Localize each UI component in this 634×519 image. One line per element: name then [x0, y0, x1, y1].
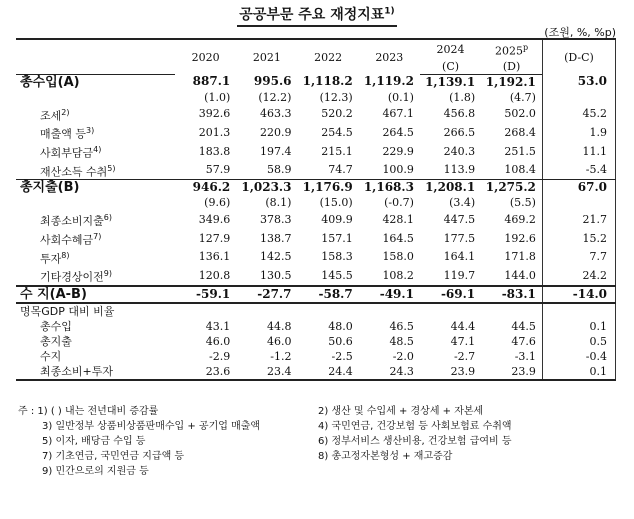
cell: -83.1	[481, 286, 542, 303]
cell: (12.2)	[258, 90, 292, 104]
cell: (5.5)	[509, 196, 536, 210]
row-gdp-ratio-header	[16, 303, 616, 319]
blank-label	[16, 195, 175, 210]
cell: 1,023.3	[241, 180, 292, 195]
row-tax	[16, 105, 616, 124]
cell: 158.3	[321, 250, 353, 264]
diff-cell: -5.4	[542, 161, 615, 180]
label-balance: 수 지(A-B)	[16, 286, 175, 303]
cell: 215.1	[321, 144, 353, 158]
cell: 1,119.2	[363, 74, 414, 89]
label-social-contrib	[16, 142, 175, 161]
footnote	[18, 404, 308, 419]
cell: -2.7	[453, 349, 476, 363]
blank-label	[16, 90, 175, 105]
header-year-2025-text: 2025	[494, 44, 523, 58]
diff-cell	[542, 90, 615, 105]
header-year-2025-sup: p	[522, 43, 529, 52]
label-social-contrib-text: 사회부담금	[40, 146, 94, 160]
cell: (1.8)	[449, 90, 476, 104]
cell: 467.1	[382, 107, 414, 121]
cell: (8.1)	[265, 196, 292, 210]
footnote: 6) 정부서비스 생산비용, 건강보험 급여비 등	[318, 436, 512, 447]
cell: 392.6	[198, 107, 231, 121]
cell: (1.0)	[204, 90, 231, 104]
row-gdp-balance	[16, 349, 616, 364]
label-investment-text: 투자	[40, 252, 62, 266]
row-investment	[16, 248, 616, 267]
diff-cell: 11.1	[542, 142, 615, 161]
cell: 24.4	[297, 364, 358, 380]
cell: 23.4	[236, 364, 297, 380]
label-gdp-expenditure: 총지출	[40, 334, 72, 348]
cell: 266.5	[443, 126, 476, 140]
label-expenditure: 총지출(B)	[20, 180, 80, 196]
cell: 428.1	[382, 213, 414, 227]
cell: 183.8	[198, 144, 231, 158]
footnote-mark: 8)	[61, 250, 70, 260]
header-sub-d: (D)	[481, 59, 542, 75]
cell: 142.5	[259, 250, 292, 264]
diff-cell: 15.2	[542, 229, 615, 248]
label-sales	[16, 123, 175, 142]
cell: 23.9	[481, 364, 542, 380]
footnote-mark: 6)	[103, 213, 112, 223]
footnote-mark: 3)	[86, 126, 95, 136]
diff-cell: 24.2	[542, 266, 615, 286]
cell: 1,192.1	[485, 74, 536, 89]
footnote-prefix: 주 :	[18, 406, 35, 417]
cell: 46.5	[389, 319, 414, 333]
row-expenditure-growth	[16, 195, 616, 210]
header-year-2022: 2022	[297, 39, 358, 74]
cell: 46.0	[205, 334, 231, 348]
label-other-transfers-text: 기타경상이전	[40, 270, 104, 284]
cell: 1,139.1	[425, 74, 476, 89]
cell: 1,176.9	[302, 180, 353, 195]
header-blank	[16, 39, 175, 59]
cell: 57.9	[175, 161, 236, 180]
row-property-income	[16, 161, 616, 180]
label-revenue: 총수입(A)	[20, 74, 80, 90]
cell: 164.1	[443, 250, 476, 264]
label-property-income	[16, 161, 175, 180]
cell: 192.6	[504, 231, 536, 245]
row-other-transfers	[16, 266, 616, 286]
cell: 520.2	[321, 107, 353, 121]
cell: 24.3	[359, 364, 420, 380]
row-final-consumption	[16, 210, 616, 229]
diff-cell: 1.9	[542, 123, 615, 142]
footnote-mark: 9)	[103, 269, 112, 279]
cell: 58.9	[236, 161, 297, 180]
cell: 130.5	[259, 269, 292, 283]
cell	[175, 303, 236, 319]
header-year-2023: 2023	[359, 39, 420, 74]
cell: (9.6)	[204, 196, 231, 210]
fiscal-table-container	[16, 38, 616, 381]
diff-cell: 0.5	[542, 334, 615, 349]
cell: 74.7	[297, 161, 358, 180]
row-expenditure	[16, 180, 616, 196]
cell: 995.6	[253, 74, 292, 89]
header-year-2021: 2021	[236, 39, 297, 74]
cell: -2.0	[392, 349, 414, 363]
cell: 378.3	[259, 213, 292, 227]
row-gdp-revenue	[16, 319, 616, 334]
diff-cell: 0.1	[542, 319, 615, 334]
label-final-consumption	[16, 210, 175, 229]
label-gdp-balance: 수지	[40, 349, 62, 363]
cell: 1,275.2	[485, 180, 536, 195]
label-property-income-text: 재산소득 수취	[40, 165, 108, 179]
cell: 136.1	[198, 250, 231, 264]
cell: 50.6	[328, 334, 353, 348]
footnote: 3) 일반정부 상품비상품판매수입 + 공기업 매출액	[42, 421, 261, 432]
cell: 240.3	[443, 144, 476, 158]
cell	[236, 303, 297, 319]
label-final-consumption-text: 최종소비지출	[40, 214, 104, 228]
footnote-mark: 7)	[93, 231, 102, 241]
cell: -58.7	[297, 286, 358, 303]
footnote-text: 1) ( ) 내는 전년대비 증감률	[37, 406, 159, 417]
cell: 1,208.1	[425, 180, 476, 195]
footnote: 8) 총고정자본형성 + 재고증감	[318, 451, 453, 462]
cell: (15.0)	[319, 196, 353, 210]
header-year-2020: 2020	[175, 39, 236, 74]
row-gdp-expenditure	[16, 334, 616, 349]
cell: 268.4	[504, 126, 536, 140]
cell: 220.9	[259, 126, 292, 140]
footnote: 4) 국민연금, 건강보험 등 사회보험료 수취액	[318, 421, 512, 432]
cell: 157.1	[321, 231, 353, 245]
cell: -69.1	[420, 286, 481, 303]
cell: 456.8	[443, 107, 476, 121]
cell: 48.0	[328, 319, 353, 333]
diff-cell: 67.0	[542, 180, 615, 196]
label-gdp-revenue: 총수입	[40, 319, 72, 333]
title-footnote-mark: 1)	[384, 6, 395, 17]
header-year-2024: 2024	[420, 39, 481, 59]
label-tax-text: 조세	[40, 109, 62, 123]
cell	[481, 303, 542, 319]
footnote-mark: 4)	[93, 144, 102, 154]
cell: (12.3)	[319, 90, 353, 104]
cell	[420, 303, 481, 319]
row-gdp-consumption-investment	[16, 364, 616, 380]
cell: 47.6	[511, 334, 536, 348]
cell: 47.1	[450, 334, 476, 348]
footnote: 7) 기초연금, 국민연금 지급액 등	[42, 451, 185, 462]
cell: 144.0	[504, 269, 536, 283]
cell: 164.5	[382, 231, 414, 245]
row-revenue-growth	[16, 90, 616, 105]
footnote: 9) 민간으로의 지원금 등	[42, 466, 149, 477]
cell: 197.4	[259, 144, 292, 158]
cell: 44.5	[511, 319, 536, 333]
cell: 409.9	[321, 213, 353, 227]
cell: 108.2	[382, 269, 414, 283]
cell: 887.1	[192, 74, 231, 89]
cell: 108.4	[481, 161, 542, 180]
cell: 44.8	[266, 319, 292, 333]
label-gdp-consumption-investment: 최종소비+투자	[16, 364, 175, 380]
cell: 349.6	[198, 213, 231, 227]
cell: -3.1	[514, 349, 536, 363]
cell	[297, 303, 358, 319]
label-tax	[16, 105, 175, 124]
cell: 46.0	[266, 334, 292, 348]
label-social-benefits-text: 사회수혜금	[40, 233, 94, 247]
header-year-2025	[481, 39, 542, 59]
cell: 23.9	[420, 364, 481, 380]
cell: 264.5	[382, 126, 414, 140]
cell: -59.1	[175, 286, 236, 303]
cell: 119.7	[443, 269, 476, 283]
diff-cell: 7.7	[542, 248, 615, 267]
header-blank-2	[16, 59, 175, 75]
footnote: 5) 이자, 배당금 수입 등	[42, 436, 146, 447]
cell: 23.6	[175, 364, 236, 380]
cell: (-0.7)	[384, 196, 414, 210]
table-title-text: 공공부문 주요 재정지표	[239, 7, 385, 23]
cell: 113.9	[420, 161, 481, 180]
footnote: 2) 생산 및 수입세 + 경상세 + 자본세	[318, 406, 484, 417]
diff-cell: 21.7	[542, 210, 615, 229]
cell: 469.2	[504, 213, 536, 227]
cell: (0.1)	[387, 90, 414, 104]
diff-cell: -14.0	[542, 286, 615, 303]
row-revenue	[16, 74, 616, 90]
unit-label: (조원, %, %p)	[544, 26, 616, 39]
diff-cell: 45.2	[542, 105, 615, 124]
table-title	[0, 4, 634, 27]
diff-cell	[542, 195, 615, 210]
cell: 171.8	[504, 250, 536, 264]
cell: -49.1	[359, 286, 420, 303]
label-investment	[16, 248, 175, 267]
cell: -1.2	[270, 349, 292, 363]
footnote-mark: 5)	[107, 163, 116, 173]
fiscal-indicators-table	[16, 38, 616, 381]
diff-cell: 0.1	[542, 364, 615, 380]
row-balance	[16, 286, 616, 303]
footnotes-right	[318, 404, 618, 464]
cell	[359, 303, 420, 319]
cell: 447.5	[443, 213, 476, 227]
cell: 120.8	[198, 269, 231, 283]
cell: 251.5	[504, 144, 536, 158]
header-diff: (D-C)	[542, 39, 615, 74]
cell: 48.5	[389, 334, 414, 348]
footnote-mark: 2)	[61, 107, 70, 117]
footnotes-left	[18, 404, 308, 479]
cell: 127.9	[198, 231, 231, 245]
diff-cell: -0.4	[542, 349, 615, 364]
cell: 254.5	[321, 126, 353, 140]
label-sales-text: 매출액 등	[40, 127, 87, 141]
row-social-benefits	[16, 229, 616, 248]
cell: 138.7	[259, 231, 292, 245]
diff-cell	[542, 303, 615, 319]
cell: 1,168.3	[363, 180, 414, 195]
cell: (3.4)	[449, 196, 476, 210]
cell: 100.9	[359, 161, 420, 180]
cell: 177.5	[443, 231, 476, 245]
header-row-years	[16, 39, 616, 59]
cell: 43.1	[205, 319, 231, 333]
label-other-transfers	[16, 266, 175, 286]
header-sub-c: (C)	[420, 59, 481, 75]
cell: (4.7)	[509, 90, 536, 104]
cell: 44.4	[450, 319, 476, 333]
cell: 201.3	[198, 126, 231, 140]
cell: -2.5	[331, 349, 353, 363]
row-sales	[16, 123, 616, 142]
cell: -27.7	[236, 286, 297, 303]
cell: 229.9	[382, 144, 414, 158]
cell: 946.2	[192, 180, 231, 195]
cell: 502.0	[504, 107, 536, 121]
row-social-contrib	[16, 142, 616, 161]
cell: 145.5	[321, 269, 353, 283]
cell: 158.0	[382, 250, 414, 264]
cell: -2.9	[209, 349, 231, 363]
diff-cell: 53.0	[542, 74, 615, 90]
cell: 1,118.2	[302, 74, 353, 89]
label-gdp-ratio: 명목GDP 대비 비율	[20, 304, 115, 318]
cell: 463.3	[259, 107, 292, 121]
label-social-benefits	[16, 229, 175, 248]
